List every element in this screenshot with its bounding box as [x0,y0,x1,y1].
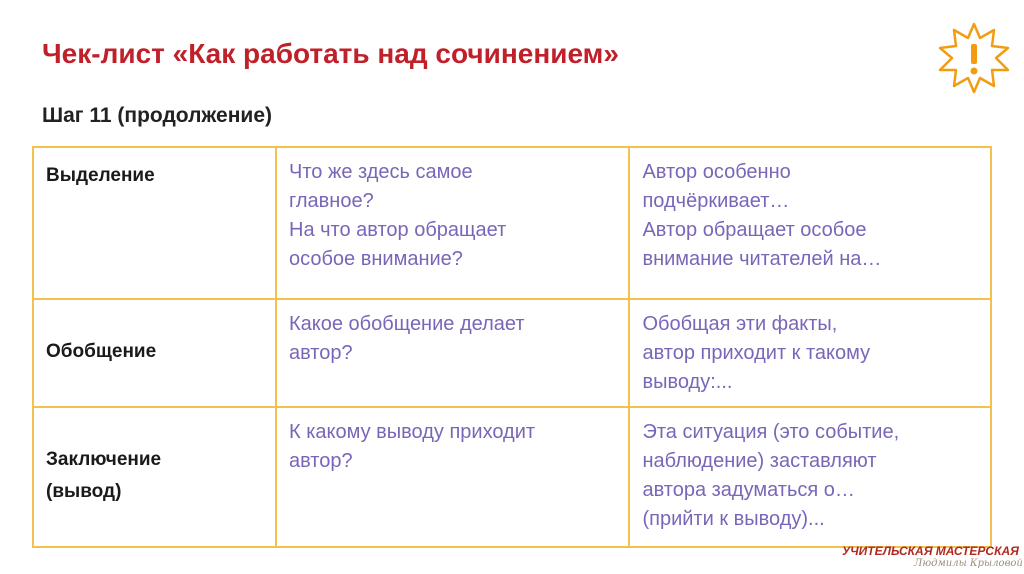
step-subtitle: Шаг 11 (продолжение) [42,104,272,127]
question-text: К какому выводу приходит автор? [289,421,536,472]
workshop-logo [842,544,1022,574]
question-cell [276,299,629,407]
question-cell [276,407,629,547]
phrase-text: Эта ситуация (это событие, наблюдение) заставляют автора задуматься о… (прийти к выводу)... [642,421,900,530]
row-label-cell [33,407,276,547]
question-text: Что же здесь самое главное? На что автор обращает особое внимание? [289,161,507,270]
table-row [33,299,991,407]
row-label-cell [33,299,276,407]
question-cell [276,147,629,299]
phrase-text: Обобщая эти факты, автор приходит к такому выводу:... [642,313,871,393]
question-text: Какое обобщение делает автор? [289,313,525,364]
logo-main-text: УЧИТЕЛЬСКАЯ МАСТЕРСКАЯ [842,544,1019,558]
page-title: Чек-лист «Как работать над сочинением» [42,38,619,69]
logo-sub-text: Людмилы Крыловой [914,558,1023,569]
row-label-cell [33,147,276,299]
phrase-cell [629,147,991,299]
row-label: Выделение [46,165,155,186]
phrase-cell [629,299,991,407]
exclamation-burst-icon [938,22,1010,94]
checklist-table [32,146,992,548]
table-row [33,147,991,299]
phrase-text: Автор особенно подчёркивает… Автор обращает особое внимание читателей на… [642,161,882,270]
row-label: Обобщение [46,341,157,362]
table-row [33,407,991,547]
row-label: Заключение (вывод) [46,449,162,502]
phrase-cell [629,407,991,547]
